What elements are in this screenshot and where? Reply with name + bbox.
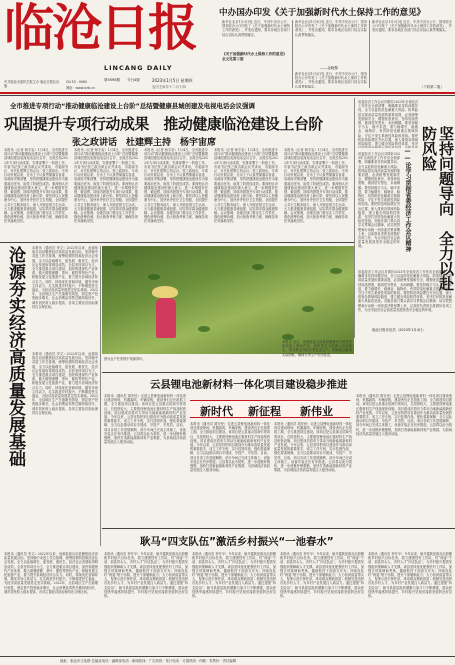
main-story-col-1: 本报讯（记者 杨宇宙）1月4日，全市推进专项行动“推动健康临沧建设上台阶”总结暨健康县城创建及电视电话会议召开，全面总结2022年专项行动成果，安排部署下一阶段工作。市委书记张之政出席会议并讲话，市委副书记、市长杜建辉主持会议。张之政指出，专项行动开展以来，全市上下认真贯彻落实省委、省政府决策部署，坚持把健康临沧建设作为重要政治任务，取得了阶段性成效。要深刻认识健康临沧建设的重大意义，进一步增强责任感、紧迫感，持续巩固提升专项行动成果，推动健康临沧建设再上新台阶。要坚持以人民健康为中心，加快补齐医疗卫生短板，全面提升公共卫生服务能力，深入开展爱国卫生运动，大力推进健康县城创建，切实筑牢群众健康屏障。会议强调，各级各部门要压实工作责任，强化统筹协调，加大督查考核力度，确保各项任务落地见效。: [4, 148, 68, 224]
banner-part-2: 新征程: [248, 405, 281, 418]
top-headline-subnote: 《关于加强新时代水土保持工作的意见》全文见第三版: [222, 52, 287, 61]
commentary-body-mid: 省委经济工作会议对做好2023年全省经济工作作出全面部署，明确要求坚持问题导向，全力以赴防范化解重大风险。防风险是实现高质量发展的重要前提，必须统筹发展和安全，增强忧患意识，坚持底线思维，做到居安思危、未雨绸缪。要坚持稳字当头、稳中求进，着力稳增长、稳就业、稳物价，有效防范化解重点领域风险，守住不发生系统性风险的底线。要把防范风险摆在突出位置，深入排查各领域风险隐患，建立健全风险防控体系，坚决打好防范化解重大风险攻坚战。各级各部门要认真学习贯彻会议精神，切实把思想和行动统一到省委决策部署上来，以高度负责的态度做好各项工作，为全市经济社会高质量发展营造安全稳定的环境。: [358, 152, 400, 249]
main-story-kicker: 全市推进专项行动“推动健康临沧建设上台阶”总结暨健康县城创建及电视电话会议强调: [10, 102, 255, 110]
gengma-story-col-4: 本报讯（通讯员 李安平）今年以来，耿马傣族佤族自治县聚焦乡村振兴目标任务，着力建强驻村工作队、村“两委”干部、致富带头人、乡村人才“四支队伍”，为乡村振兴提供坚强组织保障和人才支撑。该县坚持选优配强驻村工作队，加强日常管理和考核，激励驻村干部担当作为；持续优化村“两委”班子结构，提升干部履职能力；大力培育致富带头人，发挥示范引领作用，带动群众增收致富；积极引进培养各类乡村人才，为乡村产业发展注入新活力。通过建强“四支队伍”，耿马县基层组织凝聚力战斗力不断增强，群众获得感幸福感持续提升，乡村振兴呈现出蓬勃发展的良好态势。: [368, 552, 452, 599]
main-story-col-3: 本报讯（记者 杨宇宙）1月4日，全市推进专项行动“推动健康临沧建设上台阶”总结暨健康县城创建及电视电话会议召开，全面总结2022年专项行动成果，安排部署下一阶段工作。市委书记张之政出席会议并讲话，市委副书记、市长杜建辉主持会议。张之政指出，专项行动开展以来，全市上下认真贯彻落实省委、省政府决策部署，坚持把健康临沧建设作为重要政治任务，取得了阶段性成效。要深刻认识健康临沧建设的重大意义，进一步增强责任感、紧迫感，持续巩固提升专项行动成果，推动健康临沧建设再上新台阶。要坚持以人民健康为中心，加快补齐医疗卫生短板，全面提升公共卫生服务能力，深入开展爱国卫生运动，大力推进健康县城创建，切实筑牢群众健康屏障。会议强调，各级各部门要压实工作责任，强化统筹协调，加大督查考核力度，确保各项任务落地见效。: [144, 148, 208, 224]
top-headline-body-3: 新华社北京1月3日电 近日，中共中央办公厅、国务院办公厅印发了《关于加强新时代水土保持工作的意见》，并发出通知，要求各地区各部门结合实际认真贯彻落实。: [372, 20, 452, 33]
battery-story-col-3: 本报讯（通讯员 胡安民）走进云县锂电池新材料一体化项目建设现场，机器轰鸣，车辆穿梭，建设者们正在抢抓工期，全力推进项目建设。该项目是云县重点招商引资项目，总投资较大，主要建设锂电池正极材料生产线及配套设施，项目建成后将有力带动当地新能源新材料产业发展。今年以来，云县坚持把项目建设作为推动高质量发展的重要抓手，成立工作专班，实行挂图作战，强化要素保障，全力以赴推动项目早建成、早投产、早见效。目前，项目各项工作进展顺利，部分车间已完成主体施工，设备安装正在有序推进。云县将以此为契机，进一步延链补链强链，加快打造新能源新材料产业集群，为县域经济高质量发展注入强劲动能。: [274, 422, 352, 473]
main-story-col-5: 本报讯（记者 杨宇宙）1月4日，全市推进专项行动“推动健康临沧建设上台阶”总结暨健康县城创建及电视电话会议召开，全面总结2022年专项行动成果，安排部署下一阶段工作。市委书记张之政出席会议并讲话，市委副书记、市长杜建辉主持会议。张之政指出，专项行动开展以来，全市上下认真贯彻落实省委、省政府决策部署，坚持把健康临沧建设作为重要政治任务，取得了阶段性成效。要深刻认识健康临沧建设的重大意义，进一步增强责任感、紧迫感，持续巩固提升专项行动成果，推动健康临沧建设再上新台阶。要坚持以人民健康为中心，加快补齐医疗卫生短板，全面提升公共卫生服务能力，深入开展爱国卫生运动，大力推进健康县城创建，切实筑牢群众健康屏障。会议强调，各级各部门要压实工作责任，强化统筹协调，加大督查考核力度，确保各项任务落地见效。: [284, 148, 348, 224]
commentary-source: 临沧日报评论员（2023年1月4日）: [372, 328, 426, 332]
battery-story-col-2: 本报讯（通讯员 胡安民）走进云县锂电池新材料一体化项目建设现场，机器轰鸣，车辆穿梭，建设者们正在抢抓工期，全力推进项目建设。该项目是云县重点招商引资项目，总投资较大，主要建设锂电池正极材料生产线及配套设施，项目建成后将有力带动当地新能源新材料产业发展。今年以来，云县坚持把项目建设作为推动高质量发展的重要抓手，成立工作专班，实行挂图作战，强化要素保障，全力以赴推动项目早建成、早投产、早见效。目前，项目各项工作进展顺利，部分车间已完成主体施工，设备安装正在有序推进。云县将以此为契机，进一步延链补链强链，加快打造新能源新材料产业集群，为县域经济高质量发展注入强劲动能。: [190, 422, 270, 473]
left-story-title: 沧源夯实经济高质量发展基础: [5, 246, 25, 467]
cn-code: CN 53 - 0065: [66, 80, 87, 84]
main-story-col-2: 本报讯（记者 杨宇宙）1月4日，全市推进专项行动“推动健康临沧建设上台阶”总结暨健康县城创建及电视电话会议召开，全面总结2022年专项行动成果，安排部署下一阶段工作。市委书记张之政出席会议并讲话，市委副书记、市长杜建辉主持会议。张之政指出，专项行动开展以来，全市上下认真贯彻落实省委、省政府决策部署，坚持把健康临沧建设作为重要政治任务，取得了阶段性成效。要深刻认识健康临沧建设的重大意义，进一步增强责任感、紧迫感，持续巩固提升专项行动成果，推动健康临沧建设再上新台阶。要坚持以人民健康为中心，加快补齐医疗卫生短板，全面提升公共卫生服务能力，深入开展爱国卫生运动，大力推进健康县城创建，切实筑牢群众健康屏障。会议强调，各级各部门要压实工作责任，强化统筹协调，加大督查考核力度，确保各项任务落地见效。: [74, 148, 138, 224]
main-story-title: 巩固提升专项行动成果 推动健康临沧建设上台阶: [4, 116, 323, 133]
top-headline-author: ——金晓黎: [320, 66, 338, 70]
masthead-pinyin: LINCANG DAILY: [104, 64, 173, 72]
themed-banner: [190, 400, 350, 418]
left-story-body: 本报讯（通讯员 李文）2022年以来，沧源佤族自治县聚焦经济高质量发展目标，坚持稳中求进工作总基调，统筹疫情防控和经济社会发展，全力以赴稳增长、促发展、惠民生，经济社会发展取得明显成效。全县坚持项目为王，全力推进重点项目建设，加快构建现代产业体系，做大做强蔗糖、茶叶、畜牧等特色产业，积极发展文化旅游产业，着力提升县域经济综合实力。同时，持续优化营商环境，激发市场主体活力，扎实推进乡村振兴，不断增进民生福祉，为经济高质量发展奠定坚实基础。2022年，全县地区生产总值增长明显，固定资产投资稳步增长，社会消费品零售总额持续回升，城乡居民收入稳步提高，各项主要经济指标保持在合理区间。: [32, 352, 98, 415]
commentary-title: 坚持问题导向 全力以赴防风险: [420, 126, 455, 291]
gengma-story-title: 耿马“四支队伍”激活乡村振兴“一池春水”: [140, 536, 334, 548]
top-headline-lead: 新华社北京1月3日电 近日，中共中央办公厅、国务院办公厅印发了《关于加强新时代水土保持工作的意见》，并发出通知，要求各地区各部门结合实际认真贯彻落实。 《关于加强新时代水土保持工作的意见》全文见第三版: [222, 20, 290, 61]
issue-number: 第5590期: [104, 78, 120, 82]
main-story-byline: 张之政讲话 杜建辉主持 杨宇宙席: [72, 138, 217, 148]
farmer-hat: [152, 286, 178, 298]
gengma-story-col-3: 本报讯（通讯员 李安平）今年以来，耿马傣族佤族自治县聚焦乡村振兴目标任务，着力建强驻村工作队、村“两委”干部、致富带头人、乡村人才“四支队伍”，为乡村振兴提供坚强组织保障和人才支撑。该县坚持选优配强驻村工作队，加强日常管理和考核，激励驻村干部担当作为；持续优化村“两委”班子结构，提升干部履职能力；大力培育致富带头人，发挥示范引领作用，带动群众增收致富；积极引进培养各类乡村人才，为乡村产业发展注入新活力。通过建强“四支队伍”，耿马县基层组织凝聚力战斗力不断增强，群众获得感幸福感持续提升，乡村振兴呈现出蓬勃发展的良好态势。: [280, 552, 364, 599]
commentary-body-low: 省委经济工作会议对做好2023年全省经济工作作出全面部署，明确要求坚持问题导向，全力以赴防范化解重大风险。防风险是实现高质量发展的重要前提，必须统筹发展和安全，增强忧患意识，坚持底线思维，做到居安思危、未雨绸缪。要坚持稳字当头、稳中求进，着力稳增长、稳就业、稳物价，有效防范化解重点领域风险，守住不发生系统性风险的底线。要把防范风险摆在突出位置，深入排查各领域风险隐患，建立健全风险防控体系，坚决打好防范化解重大风险攻坚战。各级各部门要认真学习贯彻会议精神，切实把思想和行动统一到省委决策部署上来，以高度负责的态度做好各项工作，为全市经济社会高质量发展营造安全稳定的环境。: [358, 270, 452, 312]
publisher-info: 中共临沧市委机关报主办 临沧日报社出版: [4, 80, 60, 88]
battery-story-title: 云县锂电池新材料一体化项目建设稳步推进: [150, 379, 348, 391]
side-brief: 本报讯 近日，沧源佤族自治县勐董镇充分发挥党组织战斗堡垒作用，组织党员干部深入田间地头，指导群众开展冬季农业生产，帮助群众解决实际困难，确保冬季生产有序推进。: [282, 340, 352, 357]
main-story-col-4: 本报讯（记者 杨宇宙）1月4日，全市推进专项行动“推动健康临沧建设上台阶”总结暨健康县城创建及电视电话会议召开，全面总结2022年专项行动成果，安排部署下一阶段工作。市委书记张之政出席会议并讲话，市委副书记、市长杜建辉主持会议。张之政指出，专项行动开展以来，全市上下认真贯彻落实省委、省政府决策部署，坚持把健康临沧建设作为重要政治任务，取得了阶段性成效。要深刻认识健康临沧建设的重大意义，进一步增强责任感、紧迫感，持续巩固提升专项行动成果，推动健康临沧建设再上新台阶。要坚持以人民健康为中心，加快补齐医疗卫生短板，全面提升公共卫生服务能力，深入开展爱国卫生运动，大力推进健康县城创建，切实筑牢群众健康屏障。会议强调，各级各部门要压实工作责任，强化统筹协调，加大督查考核力度，确保各项任务落地见效。: [214, 148, 278, 224]
masthead-lunar: 农历壬寅年十二月十四: [152, 85, 186, 89]
top-headline: 中办国办印发《关于加强新时代水土保持工作的意见》: [219, 8, 426, 18]
gengma-story-col-2: 本报讯（通讯员 李安平）今年以来，耿马傣族佤族自治县聚焦乡村振兴目标任务，着力建强驻村工作队、村“两委”干部、致富带头人、乡村人才“四支队伍”，为乡村振兴提供坚强组织保障和人才支撑。该县坚持选优配强驻村工作队，加强日常管理和考核，激励驻村干部担当作为；持续优化村“两委”班子结构，提升干部履职能力；大力培育致富带头人，发挥示范引领作用，带动群众增收致富；积极引进培养各类乡村人才，为乡村产业发展注入新活力。通过建强“四支队伍”，耿马县基层组织凝聚力战斗力不断增强，群众获得感幸福感持续提升，乡村振兴呈现出蓬勃发展的良好态势。: [192, 552, 276, 599]
battery-story-col-4: 本报讯（通讯员 胡安民）走进云县锂电池新材料一体化项目建设现场，机器轰鸣，车辆穿梭，建设者们正在抢抓工期，全力推进项目建设。该项目是云县重点招商引资项目，总投资较大，主要建设锂电池正极材料生产线及配套设施，项目建成后将有力带动当地新能源新材料产业发展。今年以来，云县坚持把项目建设作为推动高质量发展的重要抓手，成立工作专班，实行挂图作战，强化要素保障，全力以赴推动项目早建成、早投产、早见效。目前，项目各项工作进展顺利，部分车间已完成主体施工，设备安装正在有序推进。云县将以此为契机，进一步延链补链强链，加快打造新能源新材料产业集群，为县域经济高质量发展注入强劲动能。: [356, 394, 452, 436]
commentary-body-top: 省委经济工作会议对做好2023年全省经济工作作出全面部署，明确要求坚持问题导向，全力以赴防范化解重大风险。防风险是实现高质量发展的重要前提，必须统筹发展和安全，增强忧患意识，坚持底线思维，做到居安思危、未雨绸缪。要坚持稳字当头、稳中求进，着力稳增长、稳就业、稳物价，有效防范化解重点领域风险，守住不发生系统性风险的底线。要把防范风险摆在突出位置，深入排查各领域风险隐患，建立健全风险防控体系，坚决: [358, 100, 418, 147]
banner-part-1: 新时代: [200, 405, 233, 418]
top-headline-body-1: 新华社北京1月3日电 近日，中共中央办公厅、国务院办公厅印发了《关于加强新时代水土保持工作的意见》，并发出通知，要求各地区各部门结合实际认真贯彻落实。: [295, 20, 367, 37]
battery-story-col-1: 本报讯（通讯员 胡安民）走进云县锂电池新材料一体化项目建设现场，机器轰鸣，车辆穿梭，建设者们正在抢抓工期，全力推进项目建设。该项目是云县重点招商引资项目，总投资较大，主要建设锂电池正极材料生产线及配套设施，项目建成后将有力带动当地新能源新材料产业发展。今年以来，云县坚持把项目建设作为推动高质量发展的重要抓手，成立工作专班，实行挂图作战，强化要素保障，全力以赴推动项目早建成、早投产、早见效。目前，项目各项工作进展顺利，部分车间已完成主体施工，设备安装正在有序推进。云县将以此为契机，进一步延链补链强链，加快打造新能源新材料产业集群，为县域经济高质量发展注入强劲动能。: [104, 394, 186, 445]
left-story-intro: 本报讯（通讯员 李文）2022年以来，沧源佤族自治县聚焦经济高质量发展目标，坚持稳中求进工作总基调，统筹疫情防控和经济社会发展，全力以赴稳增长、促发展、惠民生，经济社会发展取得明显成效。全县坚持项目为王，全力推进重点项目建设，加快构建现代产业体系，做大做强蔗糖、茶叶、畜牧等特色产业，积极发展文化旅游产业，着力提升县域经济综合实力。同时，持续优化营商环境，激发市场主体活力，扎实推进乡村振兴，不断增进民生福祉，为经济高质量发展奠定坚实基础。2022年，全县地区生产总值增长明显，固定资产投资稳步增长，社会消费品零售总额持续回升，城乡居民收入稳步提高，各项主要经济指标保持在合理区间。: [32, 246, 98, 309]
gengma-story-col-1: 本报讯（通讯员 李安平）今年以来，耿马傣族佤族自治县聚焦乡村振兴目标任务，着力建强驻村工作队、村“两委”干部、致富带头人、乡村人才“四支队伍”，为乡村振兴提供坚强组织保障和人才支撑。该县坚持选优配强驻村工作队，加强日常管理和考核，激励驻村干部担当作为；持续优化村“两委”班子结构，提升干部履职能力；大力培育致富带头人，发挥示范引领作用，带动群众增收致富；积极引进培养各类乡村人才，为乡村产业发展注入新活力。通过建强“四支队伍”，耿马县基层组织凝聚力战斗力不断增强，群众获得感幸福感持续提升，乡村振兴呈现出蓬勃发展的良好态势。: [104, 552, 188, 599]
main-story-body: [4, 148, 350, 238]
footer-info: 地址：临沧市文化路·总编室电话 · 编辑部电话 · 新闻热线 · 广告热线 · 发行电话 · 订阅热线 · 印刷 · 零售价 · 责任编辑: [60, 659, 237, 663]
top-headline-body-2: 新华社北京1月3日电 近日，中共中央办公厅、国务院办公厅印发了《关于加强新时代水土保持工作的意见》，并发出通知，要求各地区各部门结合实际认真贯彻落实。: [295, 72, 367, 88]
commentary-subtitle: ——论学习贯彻省委经济工作会议精神: [404, 148, 411, 252]
left-story-tail: 本报讯（通讯员 李文）2022年以来，沧源佤族自治县聚焦经济高质量发展目标，坚持稳中求进工作总基调，统筹疫情防控和经济社会发展，全力以赴稳增长、促发展、惠民生，经济社会发展取得明显成效。全县坚持项目为王，全力推进重点项目建设，加快构建现代产业体系，做大做强蔗糖、茶叶、畜牧等特色产业，积极发展文化旅游产业，着力提升县域经济综合实力。同时，持续优化营商环境，激发市场主体活力，扎实推进乡村振兴，不断增进民生福祉，为经济高质量发展奠定坚实基础。2022年，全县地区生产总值增长明显，固定资产投资稳步增长，社会消费品零售总额持续回升，城乡居民收入稳步提高，各项主要经济指标保持在合理区间。: [4, 552, 98, 594]
masthead-title: 临沧日报: [4, 0, 196, 57]
banner-part-3: 新伟业: [300, 405, 333, 418]
feature-photo: [102, 246, 354, 354]
continued-note: （下转第二版）: [420, 85, 444, 89]
photo-caption: 图为农户在茶园中采摘茶叶。: [104, 357, 146, 361]
website: 网址：www.lcrb.cn: [66, 86, 95, 90]
page-count: 今日4版: [127, 78, 140, 82]
farmer-figure: [156, 298, 176, 338]
masthead-date: 2023年1月5日 星期四: [152, 78, 193, 83]
